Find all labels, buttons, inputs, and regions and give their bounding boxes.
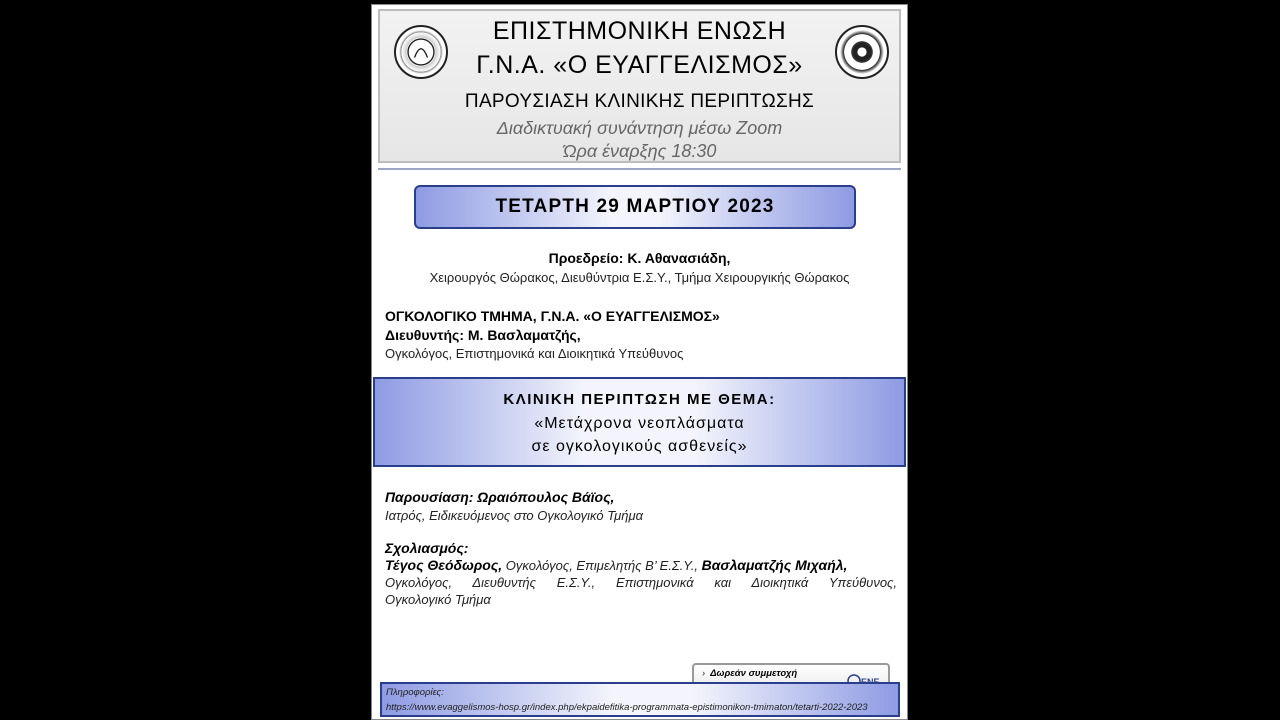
- department-name: ΟΓΚΟΛΟΓΙΚΟ ΤΜΗΜΑ, Γ.Ν.Α. «Ο ΕΥΑΓΓΕΛΙΣΜΟΣ»: [385, 308, 720, 324]
- presidium-label: Προεδρείο: Κ. Αθανασιάδη,: [548, 250, 731, 266]
- topic-line2: σε ογκολογικούς ασθενείς»: [531, 438, 748, 455]
- header-meeting: Διαδικτυακή συνάντηση μέσω Zoom: [496, 118, 783, 138]
- footer-label: Πληροφορίες:: [386, 687, 444, 698]
- header-title-line2: Γ.Ν.Α. «Ο ΕΥΑΓΓΕΛΙΣΜΟΣ»: [476, 51, 803, 79]
- commentary-text: [385, 557, 897, 608]
- presidium-role: Χειρουργός Θώρακος, Διευθύντρια Ε.Σ.Υ., Τμήμα Χειρουργικής Θώρακος: [429, 270, 850, 285]
- commentary-name2: Βασλαματζής Μιχαήλ,: [701, 557, 848, 573]
- poster: [371, 4, 908, 720]
- topic-heading: ΚΛΙΝΙΚΗ ΠΕΡΙΠΤΩΣΗ ΜΕ ΘΕΜΑ:: [503, 391, 776, 408]
- topic-banner: [373, 377, 906, 467]
- header-subtitle: ΠΑΡΟΥΣΙΑΣΗ ΚΛΙΝΙΚΗΣ ΠΕΡΙΠΤΩΣΗΣ: [464, 91, 815, 112]
- commentary-line3: Ογκολογικό Τμήμα: [385, 592, 491, 607]
- date-banner: ΤΕΤΑΡΤΗ 29 ΜΑΡΤΙΟΥ 2023: [414, 185, 856, 229]
- department-director: Διευθυντής: Μ. Βασλαματζής,: [385, 327, 581, 343]
- footer-url[interactable]: https://www.evaggelismos-hosp.gr/index.php/ekpaidefitika-programmata-epistimonikon-tmimaton/tetarti-2022-2023: [386, 702, 868, 713]
- poster-header: [378, 9, 901, 163]
- info-footer: [380, 682, 900, 717]
- header-title-line1: ΕΠΙΣΤΗΜΟΝΙΚΗ ΕΝΩΣΗ: [492, 17, 787, 45]
- commentary-line2: Ογκολόγος, Διευθυντής Ε.Σ.Υ., Επιστημονικά και Διοικητικά Υπεύθυνος,: [385, 575, 897, 590]
- badge-free-participation: › Δωρεάν συμμετοχή: [702, 668, 797, 679]
- commentary-role1: Ογκολόγος, Επιμελητής Β’ Ε.Σ.Υ.,: [502, 558, 702, 573]
- commentary-label: Σχολιασμός:: [385, 540, 469, 556]
- header-start-time: Ώρα έναρξης 18:30: [562, 141, 717, 161]
- presentation-role: Ιατρός, Ειδικευόμενος στο Ογκολογικό Τμήμα: [385, 508, 644, 523]
- divider: [378, 168, 901, 170]
- department-director-role: Ογκολόγος, Επιστημονικά και Διοικητικά Υπεύθυνος: [385, 346, 684, 361]
- presentation-label: Παρουσίαση: Ωραιόπουλος Βάϊος,: [385, 489, 615, 505]
- topic-line1: «Μετάχρονα νεοπλάσματα: [534, 415, 745, 432]
- commentary-name1: Τέγος Θεόδωρος,: [385, 557, 503, 573]
